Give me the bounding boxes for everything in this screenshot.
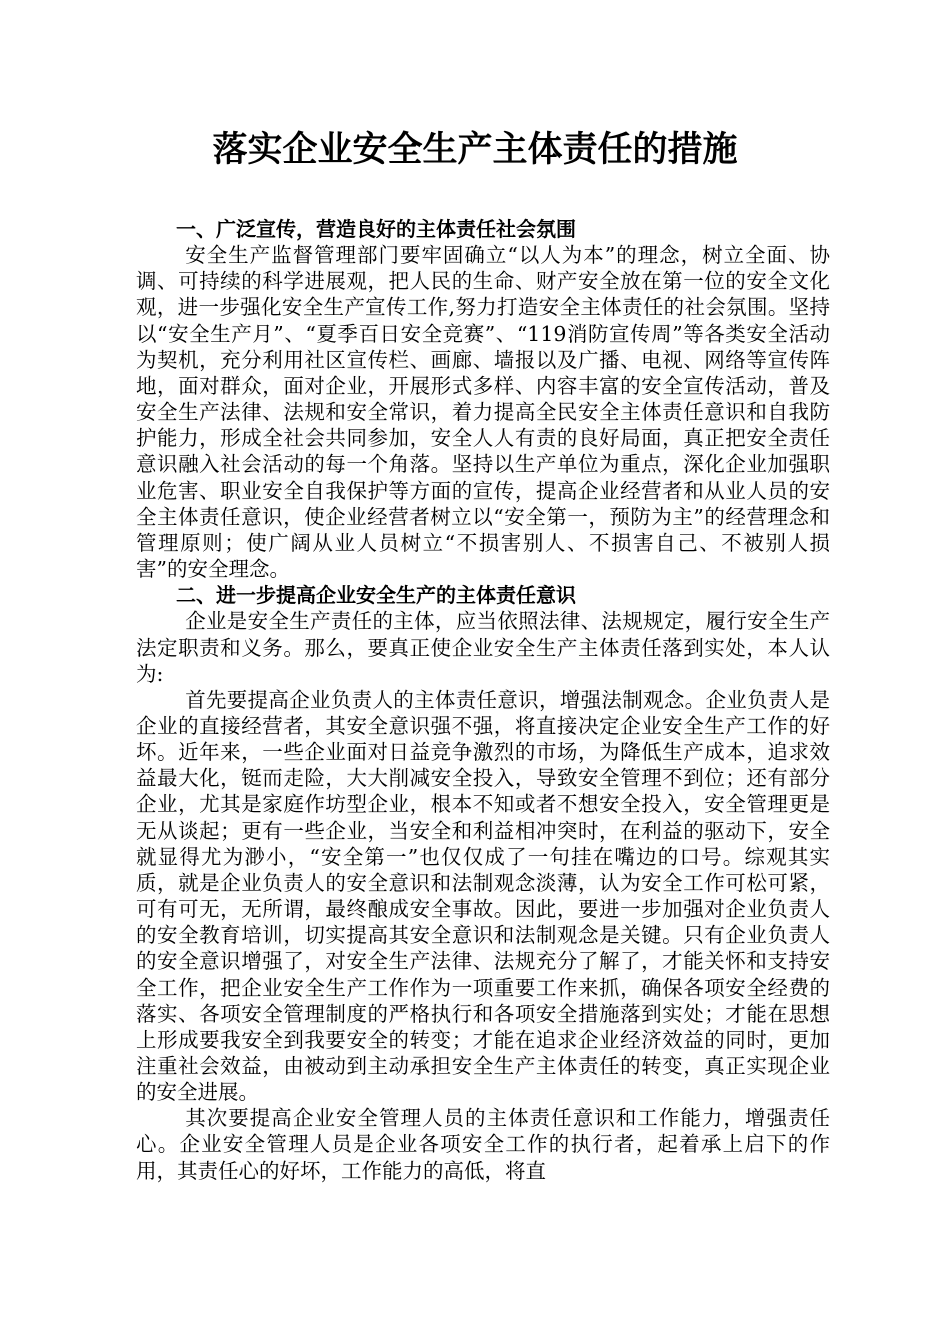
section-1-paragraph-1: 安全生产监督管理部门要牢固确立“以人为本”的理念，树立全面、协调、可持续的科学进展观，把人民的生命、财产安全放在第一位的安全文化观，进一步强化安全生产宣传工作,努力打造安全主体责任的社会氛围。坚持以“安全生产月”、“夏季百日安全竞赛”、“119消防宣传周”等各类安全活动为契机，充分利用社区宣传栏、画廊、墙报以及广播、电视、网络等宣传阵地，面对群众，面对企业，开展形式多样、内容丰富的安全宣传活动，普及安全生产法律、法规和安全常识，着力提高全民安全主体责任意识和自我防护能力，形成全社会共同参加，安全人人有责的良好局面，真正把安全责任意识融入社会活动的每一个角落。坚持以生产单位为重点，深化企业加强职业危害、职业安全自我保护等方面的宣传，提高企业经营者和从业人员的安全主体责任意识，使企业经营者树立以“安全第一，预防为主”的经营理念和管理原则；使广阔从业人员树立“不损害别人、不损害自己、不被别人损害”的安全理念。 — [136, 243, 830, 582]
section-2-paragraph-1: 企业是安全生产责任的主体，应当依照法律、法规规定，履行安全生产法定职责和义务。那么，要真正使企业安全生产主体责任落到实处，本人认为: — [136, 609, 830, 686]
document-body — [136, 216, 830, 1184]
section-2-paragraph-2: 首先要提高企业负责人的主体责任意识，增强法制观念。企业负责人是企业的直接经营者，其安全意识强不强，将直接决定企业安全生产工作的好坏。近年来，一些企业面对日益竞争激烈的市场，为降低生产成本，追求效益最大化，铤而走险，大大削减安全投入，导致安全管理不到位；还有部分企业，尤其是家庭作坊型企业，根本不知或者不想安全投入，安全管理更是无从谈起；更有一些企业，当安全和利益相冲突时，在利益的驱动下，安全就显得尤为渺小，“安全第一”也仅仅成了一句挂在嘴边的口号。综观其实质，就是企业负责人的安全意识和法制观念淡薄，认为安全工作可松可紧，可有可无，无所谓，最终酿成安全事故。因此，要进一步加强对企业负责人的安全教育培训，切实提高其安全意识和法制观念是关键。只有企业负责人的安全意识增强了，对安全生产法律、法规充分了解了，才能关怀和支持安全工作，把企业安全生产工作作为一项重要工作来抓，确保各项安全经费的落实、各项安全管理制度的严格执行和各项安全措施落到实处；才能在思想上形成要我安全到我要安全的转变；才能在追求企业经济效益的同时，更加注重社会效益，由被动到主动承担安全生产主体责任的转变，真正实现企业的安全进展。 — [136, 687, 830, 1105]
section-1-heading: 一、广泛宣传，营造良好的主体责任社会氛围 — [176, 217, 576, 241]
section-2-heading: 二、进一步提高企业安全生产的主体责任意识 — [176, 583, 576, 608]
document-title: 落实企业安全生产主体责任的措施 — [212, 129, 738, 170]
section-2-paragraph-3: 其次要提高企业安全管理人员的主体责任意识和工作能力，增强责任心。企业安全管理人员是企业各项安全工作的执行者，起着承上启下的作用，其责任心的好坏，工作能力的高低，将直 — [136, 1106, 830, 1183]
